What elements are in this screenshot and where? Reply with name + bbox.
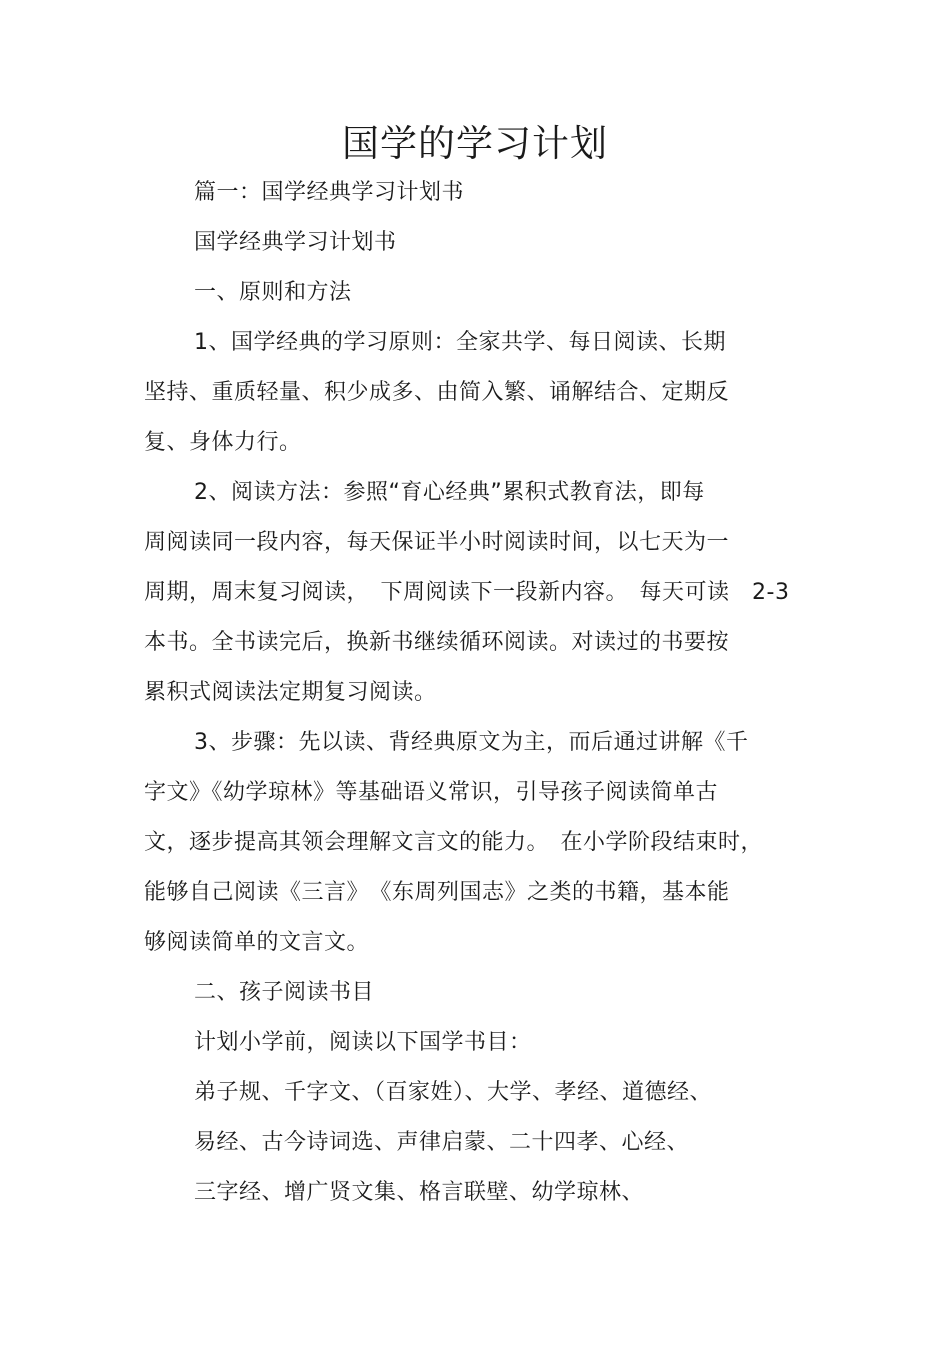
paragraph-line: 1、国学经典的学习原则：全家共学、每日阅读、长期 xyxy=(194,330,726,355)
paragraph-line: 周阅读同一段内容，每天保证半小时阅读时间，以七天为一 xyxy=(144,530,730,555)
book-list-line: 易经、古今诗词选、声律启蒙、二十四孝、心经、 xyxy=(194,1130,690,1155)
paragraph-line: 复、身体力行。 xyxy=(144,430,302,455)
paragraph-line: 计划小学前，阅读以下国学书目： xyxy=(194,1030,532,1055)
paragraph-line: 能够自己阅读《三言》 《东周列国志》之类的书籍，基本能 xyxy=(144,880,730,905)
paragraph-line: 2、阅读方法：参照“育心经典”累积式教育法，即每 xyxy=(194,480,705,505)
book-list-line: 三字经、增广贤文集、格言联壁、幼学琼林、 xyxy=(194,1180,645,1205)
paragraph-line: 坚持、重质轻量、积少成多、由简入繁、诵解结合、定期反 xyxy=(144,380,730,405)
heading-reading-list: 二、孩子阅读书目 xyxy=(194,980,375,1005)
paragraph-line: 够阅读简单的文言文。 xyxy=(144,930,370,955)
subtitle: 国学经典学习计划书 xyxy=(194,230,397,255)
book-list-line: 弟子规、千字文、（百家姓）、大学、孝经、道德经、 xyxy=(194,1080,713,1105)
heading-principles: 一、原则和方法 xyxy=(194,280,352,305)
document-title: 国学的学习计划 xyxy=(342,122,608,165)
paragraph-line: 3、步骤：先以读、背经典原文为主，而后通过讲解《千 xyxy=(194,730,749,755)
paragraph-line: 周期，周末复习阅读， 下周阅读下一段新内容。 每天可读 2-3 xyxy=(144,580,790,605)
paragraph-line: 文，逐步提高其领会理解文言文的能力。 在小学阶段结束时， xyxy=(144,830,764,855)
section-heading: 篇一：国学经典学习计划书 xyxy=(194,180,465,205)
paragraph-line: 累积式阅读法定期复习阅读。 xyxy=(144,680,437,705)
paragraph-line: 字文》《幼学琼林》等基础语义常识，引导孩子阅读简单古 xyxy=(144,780,719,805)
paragraph-line: 本书。全书读完后，换新书继续循环阅读。对读过的书要按 xyxy=(144,630,730,655)
